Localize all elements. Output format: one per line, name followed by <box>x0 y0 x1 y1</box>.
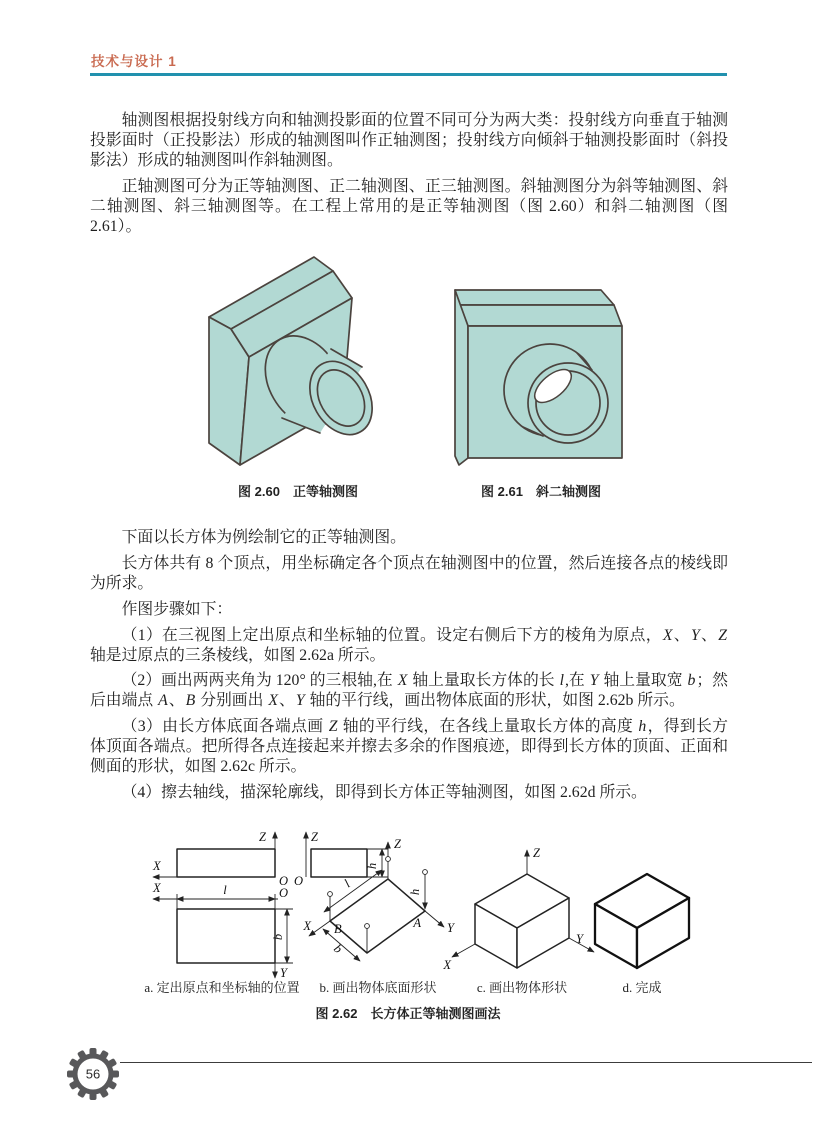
figure-2-62-caption: 图 2.62 长方体正等轴测图画法 <box>315 1006 501 1021</box>
axis-label-x: X <box>303 919 311 933</box>
point-label-b: B <box>334 922 342 936</box>
axis-label-z: Z <box>311 830 318 844</box>
paragraph: 轴测图根据投射线方向和轴测投影面的位置不同可分为两大类：投射线方向垂直于轴测投影面时（正投影法）形成的轴测图叫作正轴测图；投射线方向倾斜于轴测投影面时（斜投影法）形成的轴测图叫作斜轴测图。 <box>90 112 728 169</box>
figure-2-61-caption: 图 2.61 斜二轴测图 <box>481 484 601 499</box>
point-label-a: A <box>413 916 421 930</box>
axis-label-y: Y <box>576 932 583 946</box>
dim-label-b: b <box>331 941 345 957</box>
subfigure-b-label: b. 画出物体底面形状 <box>319 980 437 995</box>
figure-2-62 <box>85 824 745 1014</box>
paragraph: 作图步骤如下： <box>121 600 233 618</box>
figure-row-axonometric <box>90 252 728 502</box>
origin-label: O <box>293 874 303 888</box>
step-paragraph: （2）画出两两夹角为 120° 的三根轴,在 X 轴上量取长方体的长 l,在 Y 轴上量取宽 b；然后由端点 A、B 分别画出 X、Y 轴的平行线，画出物体底面的形状，如图 2.62b 所示。 <box>90 672 728 710</box>
subfigure-d-label: d. 完成 <box>622 980 662 995</box>
page-number-gear-icon <box>66 1047 120 1101</box>
subfigure-a-label: a. 定出原点和坐标轴的位置 <box>144 980 300 995</box>
paragraph: 长方体共有 8 个顶点，用坐标确定各个顶点在轴测图中的位置，然后连接各点的棱线即为所求。 <box>90 554 728 592</box>
part-b-base-shape <box>302 837 456 961</box>
figure-2-60-caption: 图 2.60 正等轴测图 <box>238 484 358 499</box>
axis-label-x: X <box>153 859 161 873</box>
part-c-box-with-axes <box>442 846 594 972</box>
axis-label-x: X <box>153 881 161 895</box>
footer-rule <box>120 1062 812 1063</box>
paragraph: 正轴测图可分为正等轴测图、正二轴测图、正三轴测图。斜轴测图分为斜等轴测图、斜二轴测图、斜三轴测图等。在工程上常用的是正等轴测图（图 2.60）和斜二轴测图（图 2.61）。 <box>90 177 728 235</box>
dim-label-b: b <box>271 933 285 941</box>
axis-label-x: X <box>443 958 451 972</box>
subfigure-c-label: c. 画出物体形状 <box>476 980 568 995</box>
step-paragraph: （4）擦去轴线，描深轮廓线，即得到长方体正等轴测图，如图 2.62d 所示。 <box>121 783 647 801</box>
step-paragraph: （3）由长方体底面各端点画 Z 轴的平行线，在各线上量取长方体的高度 h，得到长方体顶面各端点。把所得各点连接起来并擦去多余的作图痕迹，即得到长方体的顶面、正面和侧面的形状，如图 2.62c 所示。 <box>90 718 728 776</box>
dim-label-h: h <box>408 888 422 896</box>
origin-label: O <box>279 886 289 900</box>
figure-2-62-drawing <box>85 824 745 982</box>
axis-label-z: Z <box>394 837 401 851</box>
figure-2-60-isometric-drawing <box>196 252 418 472</box>
origin-label: O <box>279 874 289 888</box>
page-number: 56 <box>85 1066 101 1082</box>
procedure-text-block <box>90 528 728 803</box>
header-rule <box>90 73 727 76</box>
step-paragraph: （1）在三视图上定出原点和坐标轴的位置。设定右侧后下方的棱角为原点，X、Y、Z 轴是过原点的三条棱线，如图 2.62a 所示。 <box>90 626 727 664</box>
dim-label-l: l <box>223 883 227 897</box>
dim-label-h: h <box>365 862 379 870</box>
paragraph: 下面以长方体为例绘制它的正等轴测图。 <box>121 529 406 546</box>
figure-2-61-oblique-drawing <box>453 260 660 470</box>
axis-label-y: Y <box>280 966 287 980</box>
page-header-title: 技术与设计 1 <box>91 54 177 69</box>
axis-label-z: Z <box>533 846 540 860</box>
dim-label-l: l <box>341 876 353 891</box>
axis-label-z: Z <box>259 830 266 844</box>
axis-label-y: Y <box>447 921 454 935</box>
part-d-finished-box <box>595 874 689 968</box>
intro-text-block <box>90 111 728 236</box>
